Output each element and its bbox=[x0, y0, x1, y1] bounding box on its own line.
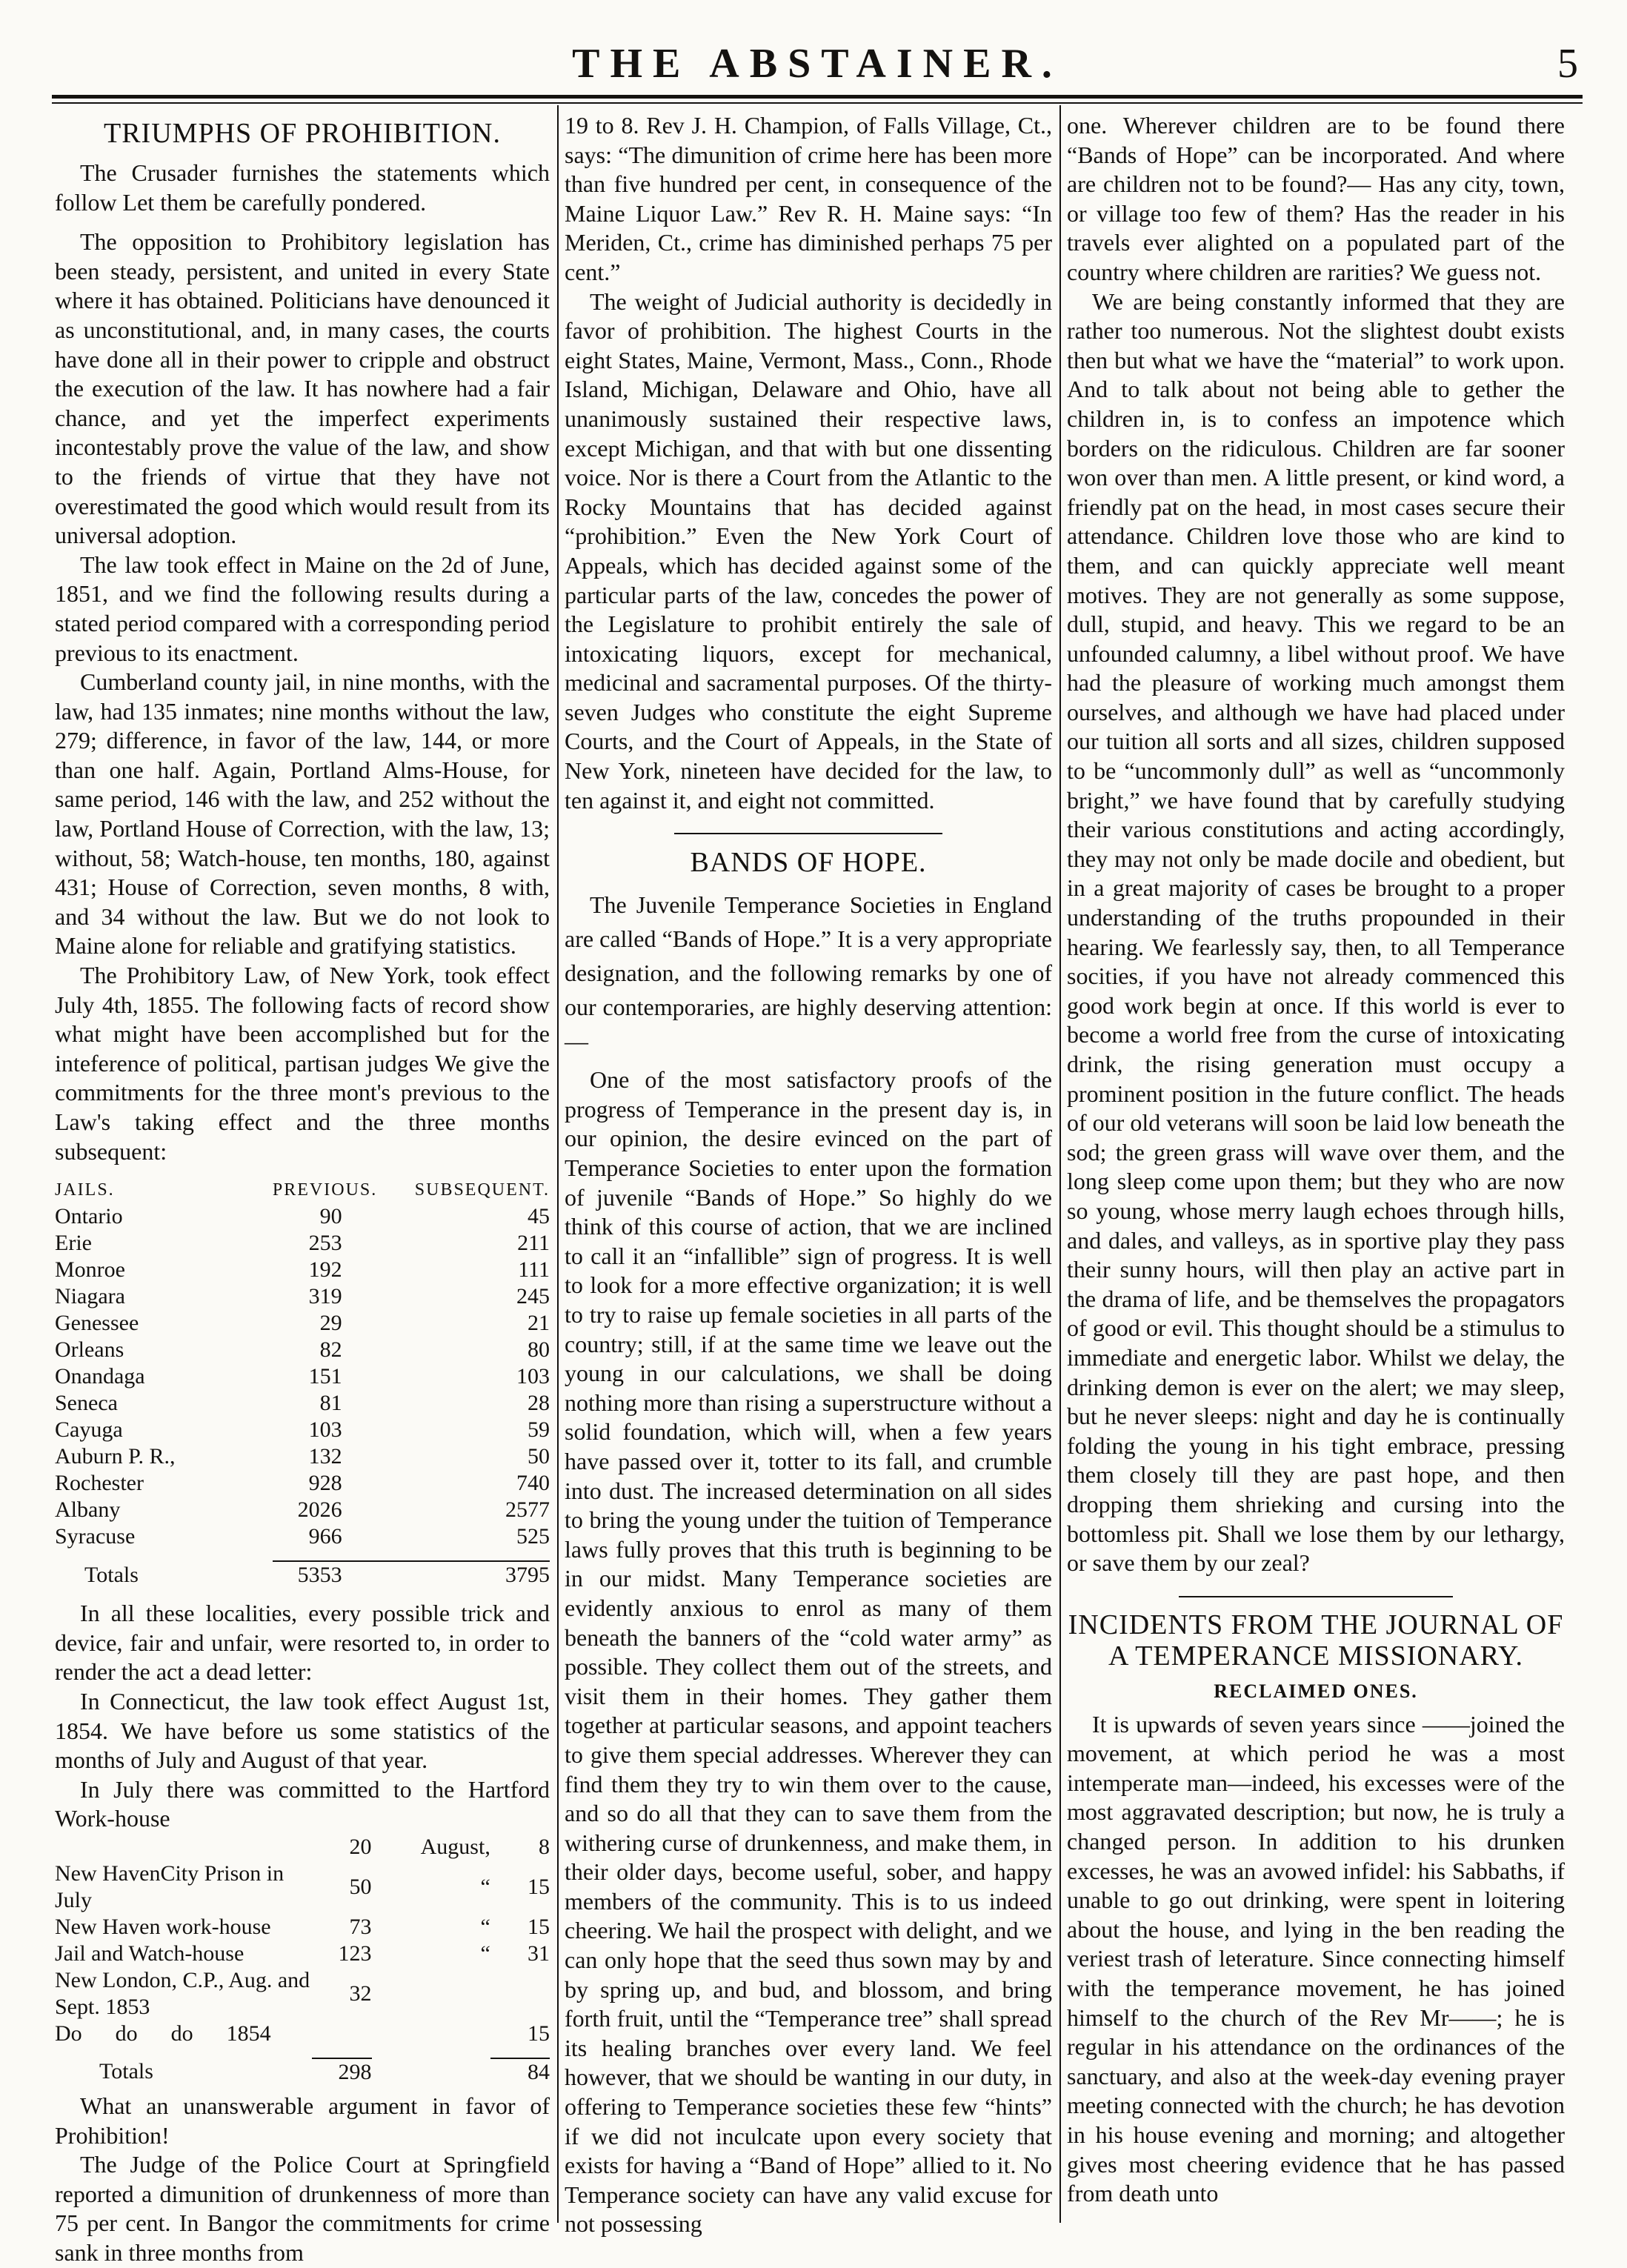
table-row bbox=[55, 1230, 550, 1257]
paragraph: The weight of Judicial authority is decidedly in favor of prohibition. The highest Courts in the eight States, Maine, Vermont, Mass., Conn., Rhode Island, Michigan, Delaware and Ohio, have all unanimously sustained their respective laws, except Michigan, and that with but one dissenting voice. Nor is there a Court from the Atlantic to the Rocky Mountains that has decided against “prohibition.” Even the New York Court of Appeals, which has decided against some of the particular parts of the law, concedes the power of the Legislature to prohibit entirely the sale of intoxicating liquors, except for mechanical, medicinal and sacramental purposes. Of the thirty-seven Judges who constitute the eight Supreme Courts, and the Court of Appeals, in the State of New York, nineteen have decided for the law, to ten against it, and eight not committed. bbox=[565, 287, 1052, 814]
table-cell: Totals bbox=[99, 2059, 153, 2084]
column-2 bbox=[565, 111, 1052, 2238]
subheading-reclaimed-ones: RECLAIMED ONES. bbox=[1214, 1680, 1418, 1702]
table-cell: 319 bbox=[308, 1284, 342, 1309]
paragraph: We are being constantly informed that they are rather too numerous. Not the slightest doubt exists then but what we have the “material” to work upon. And to talk about not being able to gether the children in, is to confess an impotence which borders on the ridiculous. Children are far sooner won over than men. A little present, or kind word, a friendly pat on the head, in most cases secure their attendance. Children love those who are kind to them, and can quickly appreciate well meant motives. They are not generally as some suppose, dull, stupid, and heavy. This we regard to be an unfounded calumny, a libel without proof. We have had the pleasure of working much amongst them ourselves, and although we have had placed under our tuition all sorts and all sizes, children supposed to be “uncommonly dull” as well as “uncommonly bright,” we have found that by carefully studying their various constitutions and acting accordingly, they may not only be made docile and obedient, but in a great majority of cases be brought to a proper understanding of the truths propounded in their hearing. We fearlessly say, then, to all Temperance socities, if you have not already commenced this good work begin at once. If this world is ever to become a world free from the curse of intoxicating drink, the rising generation must occupy a prominent position in the future conflict. The heads of our old veterans will soon be laid low beneath the sod; the green grass will wave over them, and the long sleep come upon them; but they who are now so young, whose merry laugh echoes through hills, and dales, and valleys, as in sportive play they pass their sunny hours, will then play an active part in the drama of life, and be themselves the propagators of good or evil. This thought should be a stimulus to immediate and energetic labor. Whilst we delay, the drinking demon is ever on the alert; we may sleep, but he never sleeps: night and day he is continually folding the young in his tight embrace, pressing them closely till they are past hope, and then dropping them shrieking and cursing into the bottomless pit. Shall we lose them by our lethargy, or save them by our zeal? bbox=[1067, 287, 1565, 1577]
table-cell: 90 bbox=[319, 1204, 342, 1229]
table-cell: Onandaga bbox=[55, 1364, 145, 1389]
heading-triumphs-of-prohibition: TRIUMPHS OF PROHIBITION. bbox=[104, 118, 501, 149]
table-cell: New Haven work-house bbox=[55, 1914, 271, 1939]
table-cell: Do do do 1854 bbox=[55, 2021, 271, 2046]
table-totals-row bbox=[55, 1561, 550, 1589]
table-row bbox=[55, 1443, 550, 1470]
table-cell: 73 bbox=[349, 1914, 372, 1939]
paragraph: The Juvenile Temperance Societies in England are called “Bands of Hope.” It is a very appropriate designation, and the following remarks by one of our contemporaries, are highly deserving attention:— bbox=[565, 891, 1052, 1055]
table-cell: Orleans bbox=[55, 1337, 124, 1363]
table-row bbox=[55, 1203, 550, 1230]
table-cell: 123 bbox=[338, 1941, 372, 1966]
table-cell: “ bbox=[480, 1914, 490, 1939]
table-cell: 50 bbox=[349, 1874, 372, 1899]
connecticut-commitments-table bbox=[55, 1834, 550, 2086]
table-cell: 132 bbox=[308, 1444, 342, 1469]
table-cell: 28 bbox=[528, 1391, 550, 1416]
table-cell: 82 bbox=[319, 1337, 342, 1363]
table-cell: 211 bbox=[517, 1231, 550, 1256]
paragraph: The Prohibitory Law, of New York, took effect July 4th, 1855. The following facts of record show what might have been accomplished but for the inteference of political, partisan judges We give the commitments for the three mont's previous to the Law's taking effect and the three months subsequent: bbox=[55, 962, 550, 1165]
table-cell: 15 bbox=[528, 1874, 550, 1899]
column-divider-1 bbox=[557, 105, 559, 2223]
table-cell: 103 bbox=[516, 1364, 550, 1389]
table-row bbox=[55, 1257, 550, 1283]
table-header: JAILS. bbox=[55, 1180, 115, 1200]
paragraph: Cumberland county jail, in nine months, with the law, had 135 inmates; nine months without the law, 279; difference, in favor of the law, 144, or more than one half. Again, Portland Alms-House, for same period, 146 with the law, and 252 without the law, Portland House of Correction, with the law, 13; without, 58; Watch-house, ten months, 180, against 431; House of Correction, seven months, 8 with, and 34 without the law. But we do not look to Maine alone for reliable and gratifying statistics. bbox=[55, 668, 550, 960]
table-cell: New HavenCity Prison in July bbox=[55, 1860, 285, 1912]
paragraph: The Crusader furnishes the statements which follow Let them be carefully pondered. bbox=[55, 159, 550, 216]
masthead-rule bbox=[52, 95, 1583, 99]
table-cell: August, bbox=[420, 1834, 490, 1859]
masthead bbox=[52, 33, 1583, 92]
table-cell: 151 bbox=[308, 1364, 342, 1389]
table-row bbox=[55, 1834, 550, 1860]
table-cell: 32 bbox=[349, 1981, 372, 2006]
table-cell: 3795 bbox=[402, 1561, 550, 1589]
table-cell: 21 bbox=[528, 1311, 550, 1336]
table-cell: 298 bbox=[312, 2058, 371, 2086]
paragraph: One of the most satisfactory proofs of the progress of Temperance in the present day is, in our opinion, the desire evinced on the part of Temperance Societies to enter upon the formation of juvenile “Bands of Hope.” So highly do we think of this course of action, that we are inclined to call it an “infallible” sign of progress. It is well to look for a more effective organization; it is well to try to raise up female societies in all parts of the country; still, if at the same time we leave out the young in our calculations, we shall be doing nothing more than rising a superstructure without a solid foundation, which will, when a few years have passed over it, totter to its fall, and crumble into dust. The increased determination on all sides to bring the young under the tuition of Temperance laws fully proves that this truth is beginning to be in our midst. Many Temperance societies are evidently anxious to enrol as many of them beneath the banners of the “cold water army” as possible. They collect them out of the streets, and visit them in their homes. They gather them together at particular seasons, and appoint teachers to give them special addresses. Wherever they can find them they try to win them over to the cause, and so do all that they can to save them from the withering curse of drunkenness, and make them, in their older days, become useful, sober, and happy members of the community. This is to us indeed cheering. We hail the prospect with delight, and we can only hope that the seed thus sown may by and by spring up, and bud, and blossom, and bring forth fruit, until the “Temperance tree” shall spread its healing branches over every land. We feel however, that we should be wanting in our duty, in offering to Temperance societies these few “hints” if we did not inculcate upon every society that exists for having a “Band of Hope” allied to it. No Temperance society can have any valid excuse for not possessing bbox=[565, 1066, 1052, 2238]
column-3 bbox=[1067, 111, 1565, 2229]
table-cell: Ontario bbox=[55, 1204, 123, 1229]
heading-bands-of-hope: BANDS OF HOPE. bbox=[690, 847, 927, 879]
table-cell: Jail and Watch-house bbox=[55, 1941, 244, 1966]
table-cell: 928 bbox=[308, 1471, 342, 1496]
table-cell: “ bbox=[480, 1874, 490, 1899]
table-cell bbox=[55, 1834, 312, 1860]
table-cell: 740 bbox=[516, 1471, 550, 1496]
table-row bbox=[55, 2021, 550, 2047]
paragraph: In July there was committed to the Hartford Work-house bbox=[55, 1775, 550, 1832]
table-cell: Erie bbox=[55, 1231, 92, 1256]
table-cell: New London, C.P., Aug. and Sept. 1853 bbox=[55, 1967, 310, 2019]
table-totals-row bbox=[55, 2058, 550, 2086]
table-cell: 103 bbox=[308, 1417, 342, 1443]
table-cell: 966 bbox=[308, 1524, 342, 1549]
table-cell: 2577 bbox=[505, 1497, 550, 1523]
table-cell: 5353 bbox=[273, 1561, 402, 1589]
table-cell: Monroe bbox=[55, 1257, 125, 1283]
table-row bbox=[55, 1523, 550, 1550]
table-row bbox=[55, 1860, 550, 1914]
page-number: 5 bbox=[1557, 41, 1578, 87]
paragraph: 19 to 8. Rev J. H. Champion, of Falls Village, Ct., says: “The dimunition of crime here has been more than five hundred per cent, in consequence of the Maine Liquor Law.” Rev R. H. Maine says: “In Meriden, Ct., crime has diminished perhaps 75 per cent.” bbox=[565, 112, 1052, 285]
heading-incidents-from-the-journal: INCIDENTS FROM THE JOURNAL OF A TEMPERANCE MISSIONARY. bbox=[1068, 1609, 1564, 1672]
table-cell: Syracuse bbox=[55, 1524, 136, 1549]
table-header: SUBSEQUENT. bbox=[414, 1180, 550, 1200]
table-cell: 81 bbox=[319, 1391, 342, 1416]
table-cell: 253 bbox=[308, 1231, 342, 1256]
table-row bbox=[55, 1390, 550, 1417]
table-cell bbox=[490, 1967, 550, 2021]
table-cell: “ bbox=[480, 1941, 490, 1966]
table-cell: 15 bbox=[528, 2021, 550, 2046]
table-row bbox=[55, 1337, 550, 1363]
table-row bbox=[55, 1967, 550, 2021]
table-header: PREVIOUS. bbox=[272, 1180, 378, 1200]
masthead-rule-thin bbox=[52, 102, 1583, 104]
jails-commitments-table bbox=[55, 1177, 550, 1589]
table-cell bbox=[372, 2058, 490, 2086]
table-cell: 8 bbox=[539, 1834, 550, 1859]
table-cell: 192 bbox=[308, 1257, 342, 1283]
paragraph: In all these localities, every possible trick and device, fair and unfair, were resorted to, in order to render the act a dead letter: bbox=[55, 1600, 550, 1686]
table-row bbox=[55, 1417, 550, 1443]
paragraph: one. Wherever children are to be found there “Bands of Hope” can be incorporated. And where are children not to be found?— Has any city, town, or village too few of them? Has the reader in his travels ever alighted on a populated part of the country where children are rarities? We guess not. bbox=[1067, 112, 1565, 285]
table-cell: Genessee bbox=[55, 1311, 139, 1336]
table-row bbox=[55, 1470, 550, 1497]
table-cell: 111 bbox=[518, 1257, 550, 1283]
table-cell bbox=[312, 2021, 371, 2047]
newspaper-title: THE ABSTAINER. bbox=[572, 41, 1062, 87]
table-cell: Cayuga bbox=[55, 1417, 123, 1443]
column-divider-2 bbox=[1059, 105, 1061, 2223]
table-row bbox=[55, 1283, 550, 1310]
table-cell: 45 bbox=[528, 1204, 550, 1229]
table-row bbox=[55, 1363, 550, 1390]
table-cell: Totals bbox=[84, 1562, 139, 1587]
table-cell: Niagara bbox=[55, 1284, 125, 1309]
table-row bbox=[55, 1497, 550, 1523]
table-cell: Rochester bbox=[55, 1471, 144, 1496]
table-cell: 15 bbox=[528, 1914, 550, 1939]
table-cell bbox=[372, 1967, 490, 2021]
table-cell: Auburn P. R., bbox=[55, 1444, 176, 1469]
table-cell: 525 bbox=[516, 1524, 550, 1549]
paragraph: The opposition to Prohibitory legislation has been steady, persistent, and united in every State where it has obtained. Politicians have denounced it as unconstitutional, and, in many cases, the courts have done all in their power to cripple and obstruct the execution of the law. It has nowhere had a fair chance, and yet the imperfect experiments incontestably prove the value of the law, and show to the friends of virtue that they have not overestimated the good which would result from its universal adoption. bbox=[55, 228, 550, 549]
paragraph: What an unanswerable argument in favor of Prohibition! bbox=[55, 2092, 550, 2149]
section-divider bbox=[1179, 1596, 1453, 1597]
table-cell: 245 bbox=[516, 1284, 550, 1309]
paragraph: In Connecticut, the law took effect August 1st, 1854. We have before us some statistics of the months of July and August of that year. bbox=[55, 1687, 550, 1774]
table-row bbox=[55, 1914, 550, 1941]
paragraph: The Judge of the Police Court at Springfield reported a dimunition of drunkenness of more than 75 per cent. In Bangor the commitments for crime sank in three months from bbox=[55, 2151, 550, 2266]
table-row bbox=[55, 1310, 550, 1337]
paragraph: It is upwards of seven years since ——joined the movement, at which period he was a most intemperate man—indeed, his excesses were of the most aggravated description; but now, he is truly a changed person. In addition to his drunken excesses, he was an avowed infidel: his Sabbaths, if unable to go out drinking, were spent in loitering about the house, and lying in the ben reading the veriest trash of leterature. Since connecting himself with the temperance movement, he has joined himself to the church of the Rev Mr——; he is regular in his attendance on the ordinances of the sanctuary, and also at the week-day evening prayer meeting connected with the church; he has devotion in his house evening and morning; and altogether gives most cheering evidence that he has passed from death unto bbox=[1067, 1710, 1565, 2207]
table-cell bbox=[372, 2021, 490, 2047]
table-cell: 29 bbox=[319, 1311, 342, 1336]
table-cell: Albany bbox=[55, 1497, 121, 1523]
table-cell: 31 bbox=[528, 1941, 550, 1966]
table-cell: 84 bbox=[490, 2058, 550, 2086]
table-cell: 80 bbox=[528, 1337, 550, 1363]
table-cell: 59 bbox=[528, 1417, 550, 1443]
table-cell: 2026 bbox=[297, 1497, 342, 1523]
table-cell: 20 bbox=[349, 1834, 372, 1859]
table-row bbox=[55, 1941, 550, 1967]
paragraph: The law took effect in Maine on the 2d of June, 1851, and we find the following results during a stated period compared with a corresponding period previous to its enactment. bbox=[55, 551, 550, 666]
section-divider bbox=[674, 833, 942, 834]
table-cell: Seneca bbox=[55, 1391, 118, 1416]
table-cell: 50 bbox=[528, 1444, 550, 1469]
column-1 bbox=[55, 111, 550, 2266]
